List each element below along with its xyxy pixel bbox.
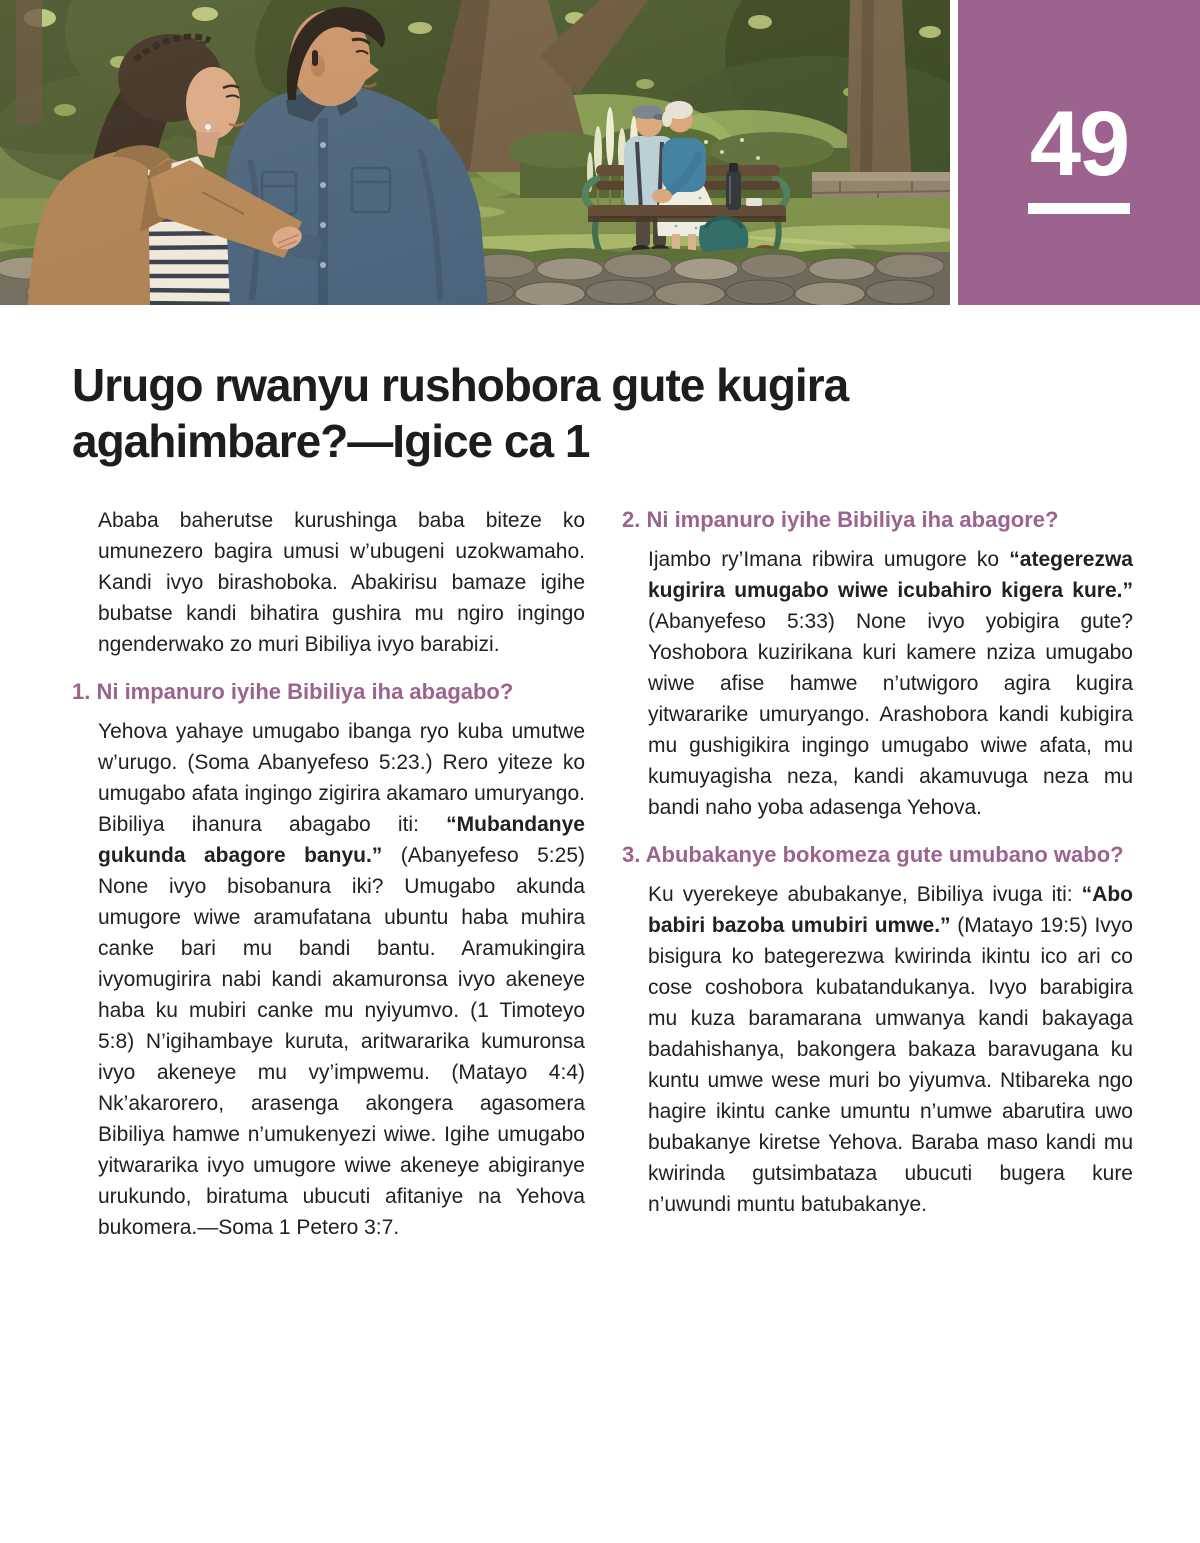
hero-section bbox=[0, 0, 1200, 305]
chapter-number: 49 bbox=[1029, 93, 1129, 196]
section-3-heading: 3. Abubakanye bokomeza gute umubano wabo? bbox=[622, 842, 1124, 867]
park-photo bbox=[0, 0, 950, 305]
article-columns bbox=[72, 505, 1133, 1243]
section-2-paragraph: Ijambo ry’Imana ribwira umugore ko “ategerezwa kugirira umugabo wiwe icubahiro kigera kure.” (Abanyefeso 5:33) None ivyo yobigira gute? Yoshobora kuzirikana kuri kamere nziza umugabo wiwe afise hamwe n’utwigoro agira kugira yitwararike umuryango. Arashobora kandi kubigira mu gushigikira ingingo umugabo wiwe afata, mu kumuyagisha neza, kandi akamuvuga neza mu bandi naho yoba adasenga Yehova. bbox=[648, 548, 1133, 819]
section-1-heading: 1. Ni impanuro iyihe Bibiliya iha abagabo? bbox=[72, 679, 514, 704]
left-column bbox=[72, 505, 585, 1243]
section-2-heading: 2. Ni impanuro iyihe Bibiliya iha abagore? bbox=[622, 507, 1059, 532]
intro-paragraph: Ababa baherutse kurushinga baba biteze ko umunezero bagira umusi w’ubugeni uzokwamaho. Kandi ivyo birashoboka. Abakirisu bamaze igihe bubatse kandi bihatira gushira mu ngiro ingingo ngenderwako zo muri Bibiliya ivyo barabizi. bbox=[98, 509, 585, 656]
page-title: Urugo rwanyu rushobora gute kugira agahimbare?—Igice ca 1 bbox=[72, 359, 849, 467]
chapter-underline bbox=[1028, 203, 1130, 214]
section-3-paragraph: Ku vyerekeye abubakanye, Bibiliya ivuga iti: “Abo babiri bazoba umubiri umwe.” (Matayo 19:5) Ivyo bisigura ko bategerezwa kwirinda ikintu ico ari co cose coshobora kubatandukanya. Ivyo barabigira mu kuza baramarana umwanya kandi bakayaga badahishanya, bakongera bakaza baravugana ku kuntu umwe wese muri bo yiyumva. Ntibareka ngo hagire ikintu canke umuntu n’umwe abarutira uwo bubakanye kiretse Yehova. Baraba maso kandi mu kwirinda gutsimbataza ubucuti bugera kure n’uwundi muntu batubakanye. bbox=[648, 883, 1133, 1216]
section-1-paragraph: Yehova yahaye umugabo ibanga ryo kuba umutwe w’urugo. (Soma Abanyefeso 5:23.) Rero yiteze ko umugabo afata ingingo zigirira akamaro umuryango. Bibiliya ihanura abagabo iti: “Mubandanye gukunda abagore banyu.” (Abanyefeso 5:25) None ivyo bisobanura iki? Umugabo akunda umugore wiwe aramufatana ubuntu haba muhira canke bari mu bandi bantu. Aramukingira ivyomugirira nabi kandi akamuronsa ivyo akeneye haba ku mubiri canke mu nyiyumvo. (1 Timoteyo 5:8) N’igihambaye kuruta, aritwararika kumuronsa ivyo akeneye mu vy’impwemu. (Matayo 4:4) Nk’akarorero, arasenga akongera agasomera Bibiliya hamwe n’umukenyezi wiwe. Igihe umugabo yitwararika ivyo umugore wiwe akeneye abigiranye urukundo, biratuma ubucuti afitaniye na Yehova bukomera.—Soma 1 Petero 3:7. bbox=[98, 720, 585, 1239]
chapter-number-badge bbox=[958, 0, 1200, 305]
light-overlay bbox=[0, 0, 950, 305]
right-column bbox=[622, 505, 1133, 1243]
